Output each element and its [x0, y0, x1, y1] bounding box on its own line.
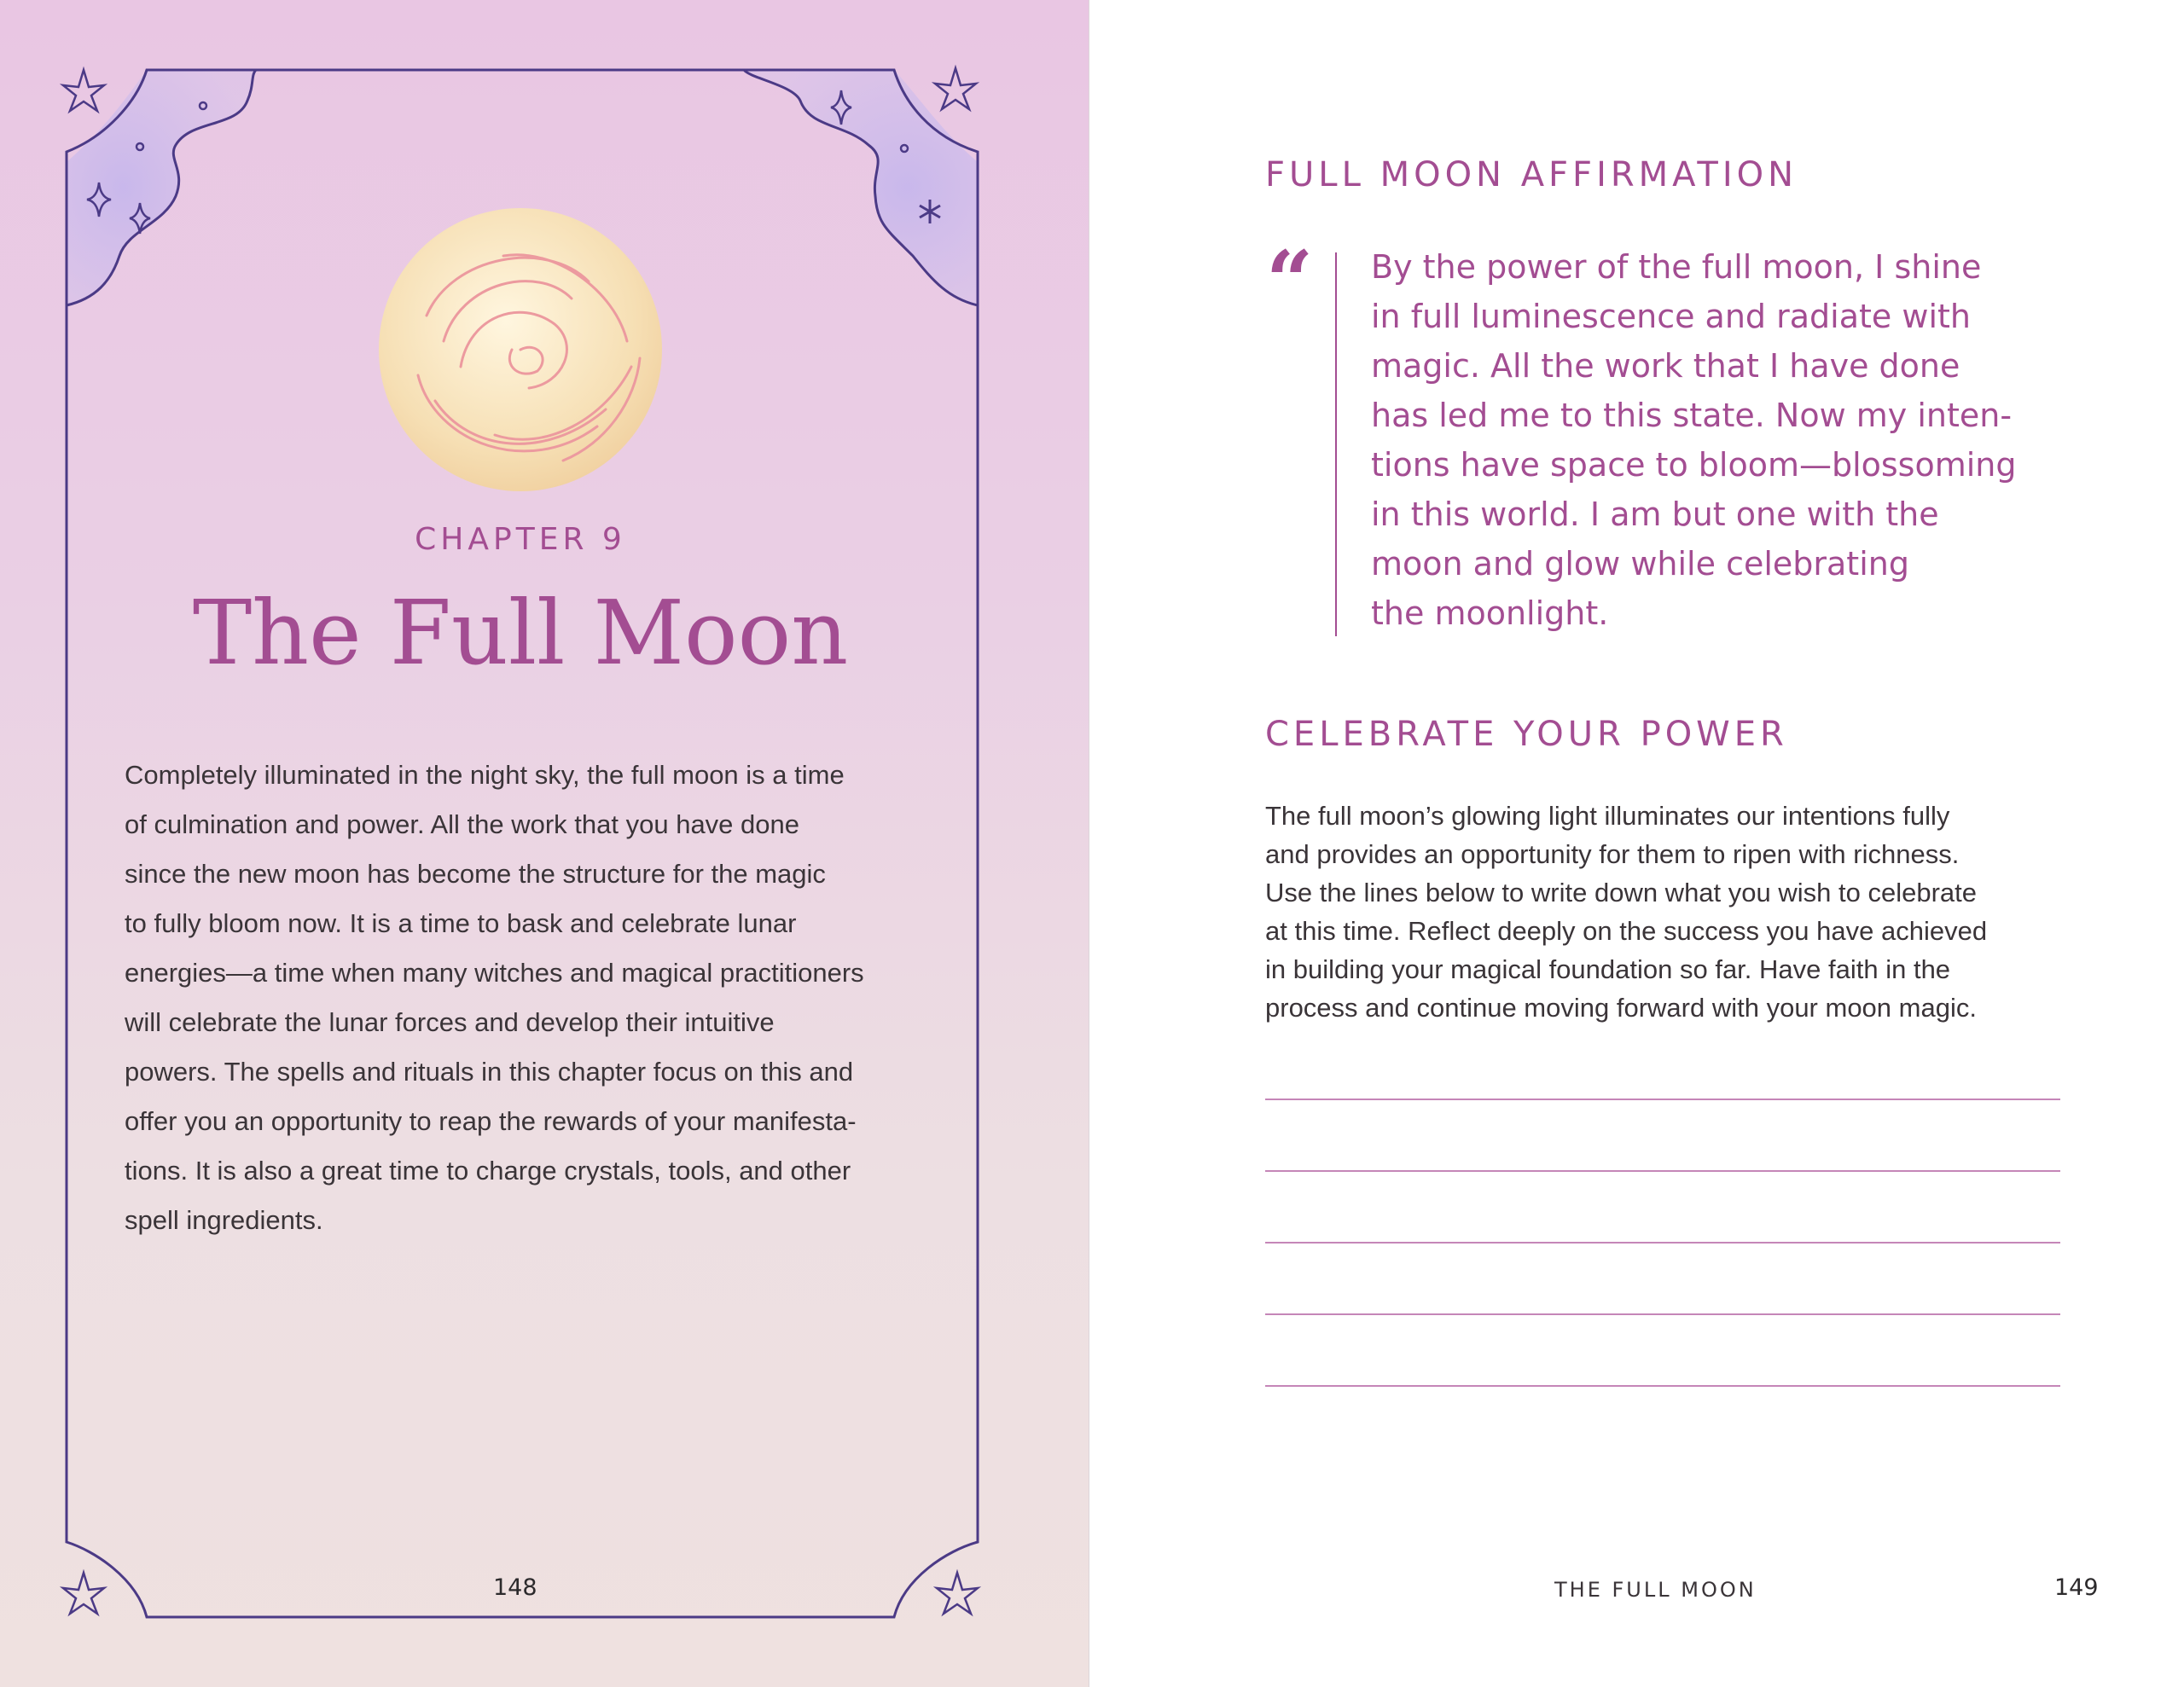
celebrate-paragraph — [1265, 797, 2067, 1027]
sparkle-star-icon — [63, 1573, 104, 1614]
quote-line: moon and glow while celebrating — [1371, 545, 1909, 583]
quote-line: tions have space to bloom—blossoming — [1371, 446, 2017, 484]
sparkle-star-icon — [935, 68, 976, 109]
running-head: THE FULL MOON — [1554, 1578, 1757, 1602]
quote-line: By the power of the full moon, I shine — [1371, 248, 1982, 286]
paragraph-line: at this time. Reflect deeply on the success you have achieved — [1265, 916, 1988, 946]
writing-line[interactable] — [1265, 1313, 2060, 1315]
left-page — [0, 0, 1089, 1687]
paragraph-line: to fully bloom now. It is a time to bask and celebrate lunar — [125, 908, 797, 938]
paragraph-line: since the new moon has become the structure for the magic — [125, 859, 826, 889]
quote-line: in this world. I am but one with the — [1371, 496, 1939, 533]
sparkle-star-icon — [937, 1573, 978, 1614]
affirmation-heading: FULL MOON AFFIRMATION — [1265, 155, 1798, 194]
dot-icon — [136, 102, 908, 152]
quote-rule — [1335, 252, 1337, 636]
chapter-label: CHAPTER 9 — [415, 522, 626, 557]
paragraph-line: Completely illuminated in the night sky, the full moon is a time — [125, 760, 845, 790]
writing-line[interactable] — [1265, 1385, 2060, 1387]
paragraph-line: offer you an opportunity to reap the rewards of your manifesta- — [125, 1106, 857, 1136]
paragraph-line: in building your magical foundation so far. Have faith in the — [1265, 954, 1951, 984]
paragraph-line: energies—a time when many witches and magical practitioners — [125, 958, 864, 988]
full-moon-illustration — [375, 205, 665, 495]
quote-mark-icon: “ — [1266, 233, 1314, 329]
paragraph-line: of culmination and power. All the work that you have done — [125, 809, 799, 839]
quote-line: the moonlight. — [1371, 594, 1609, 632]
paragraph-line: will celebrate the lunar forces and develop their intuitive — [125, 1007, 775, 1037]
page-number-right: 149 — [2054, 1574, 2099, 1601]
paragraph-line: spell ingredients. — [125, 1205, 323, 1235]
paragraph-line: and provides an opportunity for them to ripen with richness. — [1265, 839, 1960, 869]
writing-line[interactable] — [1265, 1170, 2060, 1172]
page-number-left: 148 — [493, 1574, 537, 1601]
paragraph-line: tions. It is also a great time to charge crystals, tools, and other — [125, 1156, 851, 1186]
chapter-title: The Full Moon — [192, 581, 849, 685]
writing-line[interactable] — [1265, 1099, 2060, 1100]
sparkle-star-icon — [63, 70, 104, 111]
quote-line: has led me to this state. Now my inten- — [1371, 397, 2013, 434]
paragraph-line: powers. The spells and rituals in this chapter focus on this and — [125, 1057, 854, 1087]
quote-line: magic. All the work that I have done — [1371, 347, 1960, 385]
celebrate-heading: CELEBRATE YOUR POWER — [1265, 715, 1788, 754]
quote-line: in full luminescence and radiate with — [1371, 298, 1971, 335]
paragraph-line: Use the lines below to write down what you wish to celebrate — [1265, 878, 1977, 907]
affirmation-quote — [1371, 242, 2105, 638]
writing-line[interactable] — [1265, 1242, 2060, 1244]
paragraph-line: The full moon’s glowing light illuminates our intentions fully — [1265, 801, 1950, 831]
chapter-intro-paragraph — [125, 751, 926, 1245]
paragraph-line: process and continue moving forward with your moon magic. — [1265, 993, 1977, 1023]
